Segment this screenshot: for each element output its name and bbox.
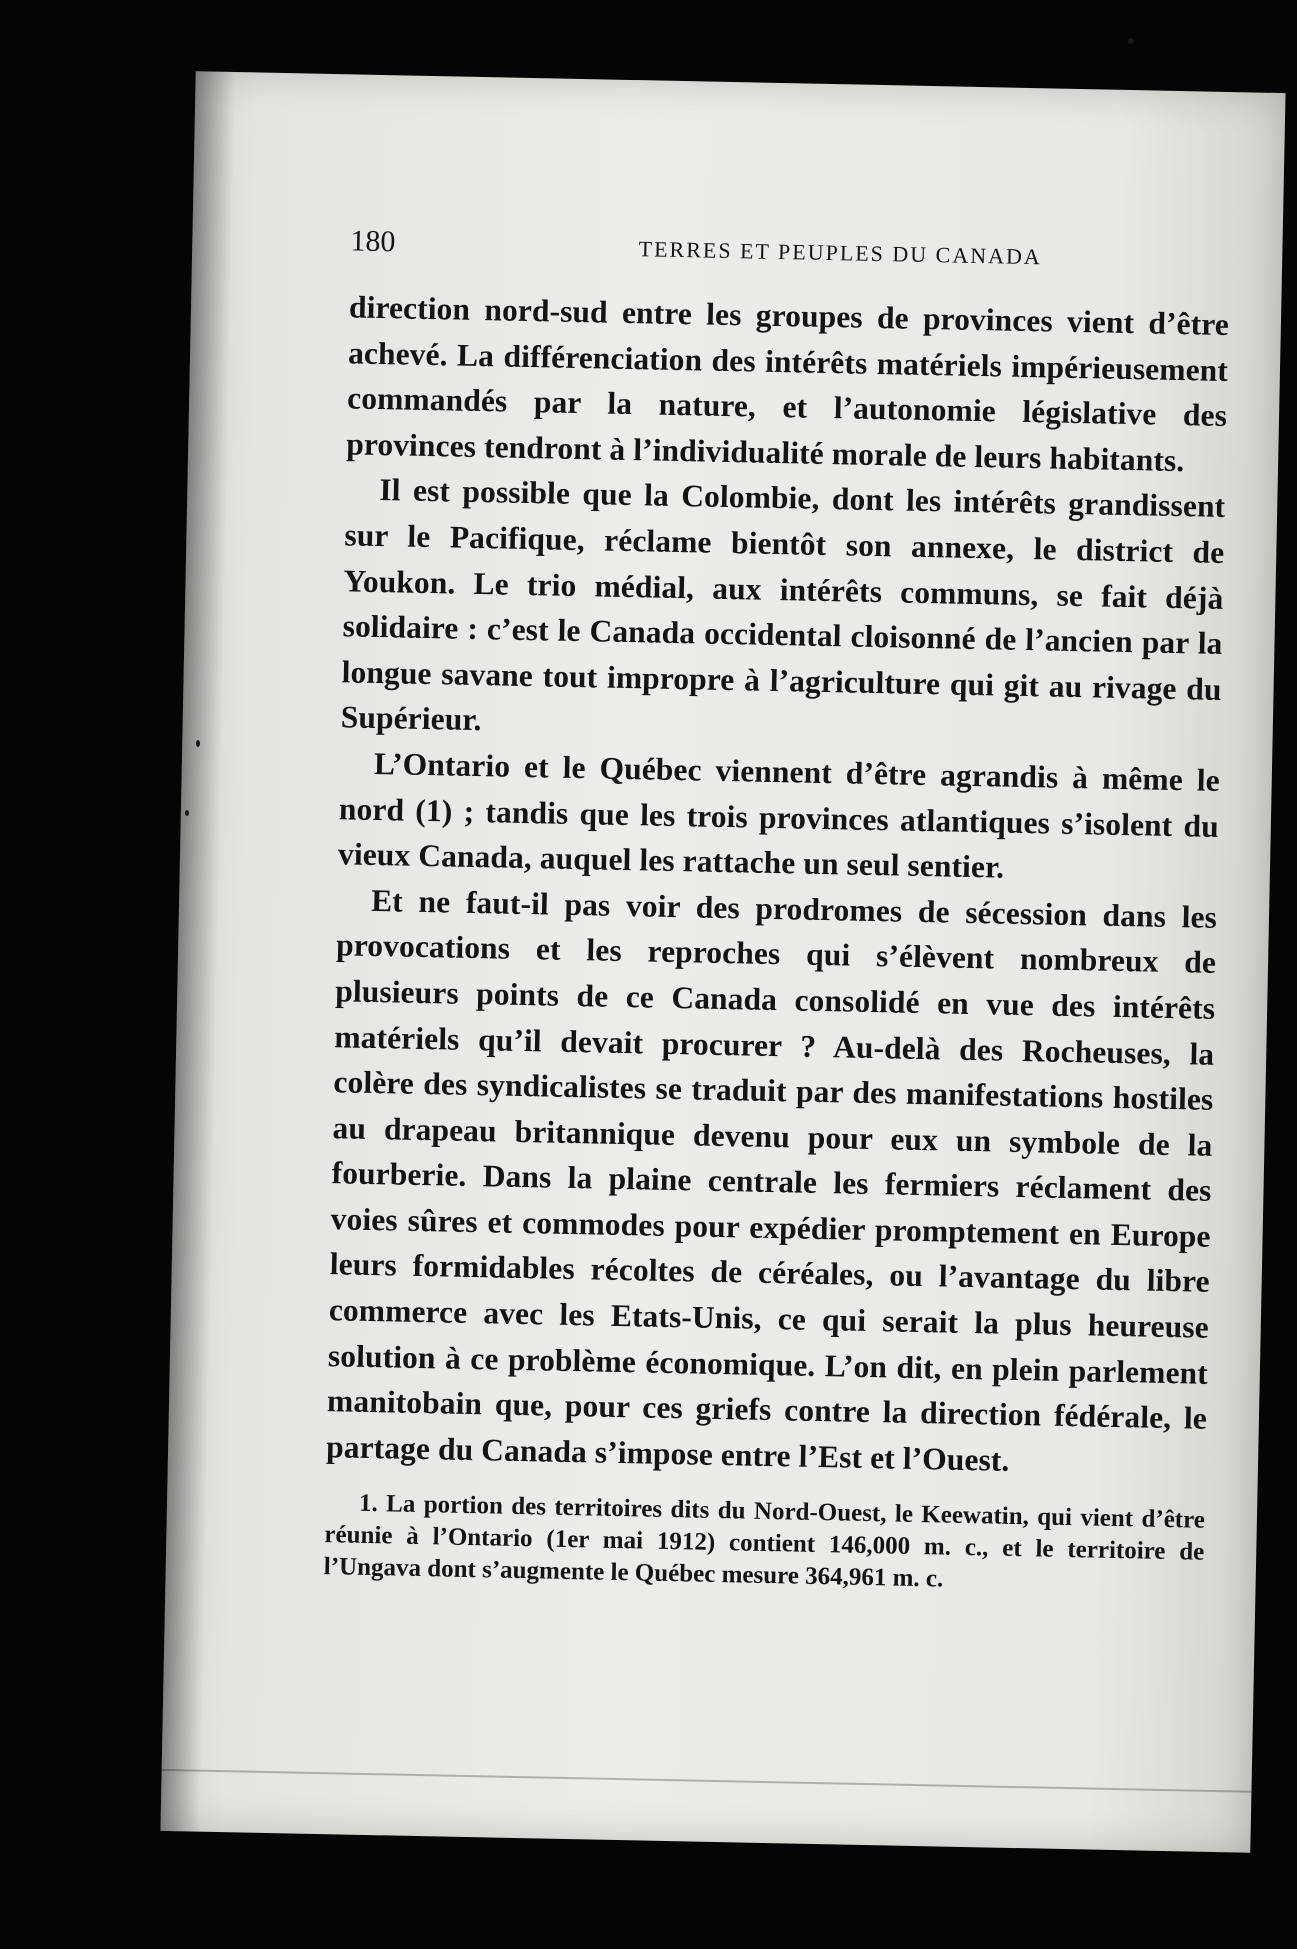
book-page bbox=[160, 71, 1285, 1853]
page-number: 180 bbox=[350, 224, 396, 259]
paragraph-1: direction nord-sud entre les groupes de provinces vient d’être achevé. La différenciation des intérêts matériels impérieusement commandés par la nature, et l’autonomie législative des provinces tendront à l’individualité morale de leurs habitants. bbox=[345, 289, 1230, 478]
paragraph-3: L’Ontario et le Québec viennent d’être agrandis à même le nord (1) ; tandis que les trois provinces atlantiques s’isolent du vieux Canada, auquel les rattache un seul sentier. bbox=[337, 745, 1221, 885]
footnote-text: La portion des territoires dits du Nord-Ouest, le Keewatin, qui vient d’être réunie à l’Ontario (1er mai 1912) contient 146,000 m. c., et le territoire de l’Ungava dont s’augmente le Québec mesure 364,961 m. c. bbox=[323, 1490, 1206, 1593]
paragraph-4: Et ne faut-il pas voir des prodromes de sécession dans les provocations et les reproches qui s’élèvent nombreux de plusieurs points de ce Canada consolidé en vue des intérêts matériels qu’il devait procurer ? Au-delà des Rocheuses, la colère des syndicalistes se traduit par des manifestations hostiles au drapeau britannique devenu pour eux un symbole de la fourberie. Dans la plaine centrale les fermiers réclament des voies sûres et commodes pour expédier promptement en Europe leurs formidables récoltes de céréales, ou l’avantage du libre commerce avec les Etats-Unis, ce qui serait la plus heureuse solution à ce problème économique. L’on dit, en plein parlement manitobain que, pour ces griefs contre la direction fédérale, le partage du Canada s’impose entre l’Est et l’Ouest. bbox=[325, 882, 1218, 1478]
running-title: TERRES ET PEUPLES DU CANADA bbox=[638, 236, 1043, 270]
gutter-shadow bbox=[160, 71, 235, 1831]
footnote bbox=[323, 1488, 1205, 1602]
dust-speck bbox=[1128, 38, 1134, 44]
paragraph-2: Il est possible que la Colombie, dont les intérêts grandissent sur le Pacifique, réclame bientôt son annexe, le district de Youkon. Le trio médial, aux intérêts communs, se fait déjà solidaire : c’est le Canada occidental cloisonné de l’ancien par la longue savane tout impropre à l’agriculture qui git au rivage du Supérieur. bbox=[340, 472, 1226, 738]
text-block bbox=[323, 224, 1230, 1601]
dust-speck bbox=[185, 810, 189, 816]
page-bottom-edge bbox=[162, 1769, 1252, 1793]
dust-speck bbox=[196, 740, 200, 747]
footnote-marker: 1. bbox=[358, 1490, 379, 1518]
